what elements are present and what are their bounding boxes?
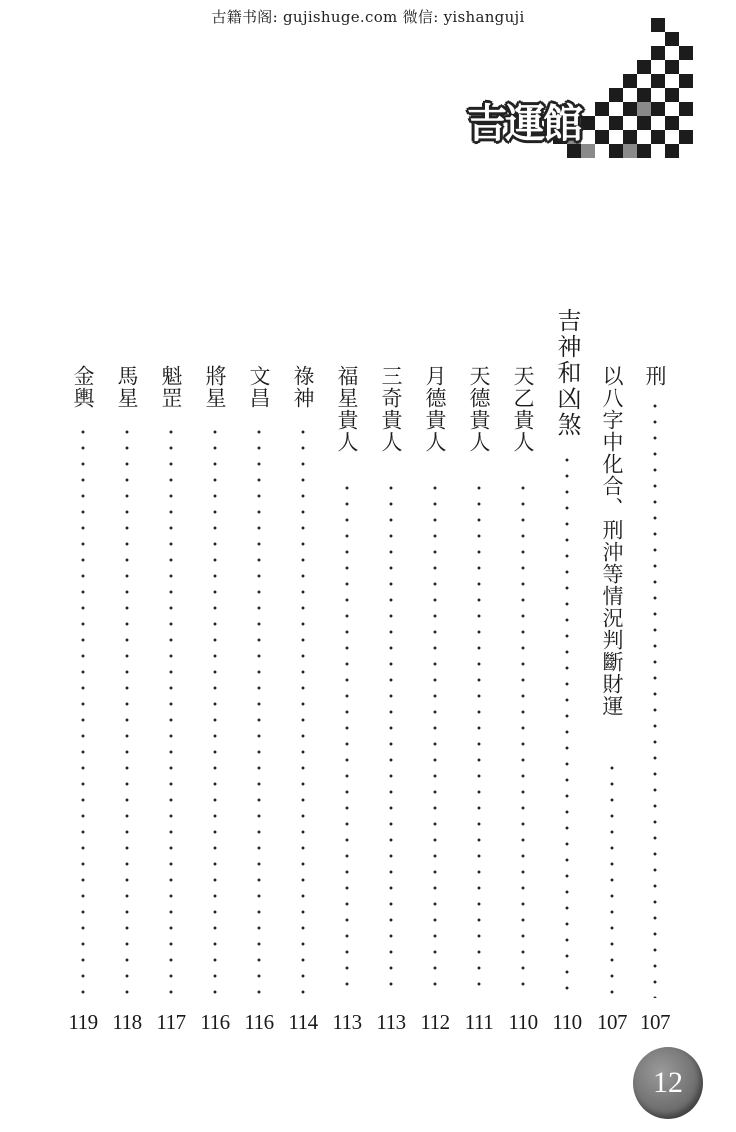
toc-leader-dots (610, 760, 614, 998)
toc-leader-dots (81, 424, 85, 998)
page-number: 12 (653, 1066, 683, 1099)
toc-item-13 (112, 365, 142, 409)
toc-item-title: 刑 (643, 365, 667, 387)
toc-item-10 (244, 365, 274, 409)
toc-item-title: 以八字中化合、刑沖等情況判斷財運 (600, 365, 624, 717)
toc-item-9 (288, 365, 318, 409)
toc-item-2 (597, 365, 627, 717)
toc-item-title: 文昌 (247, 365, 271, 409)
watermark-text: 古籍书阁: gujishuge.com 微信: yishanguji (211, 8, 525, 26)
toc-item-title: 月德貴人 (423, 365, 447, 453)
toc-page-number: 116 (244, 1010, 274, 1034)
toc-page-number: 114 (288, 1010, 318, 1034)
toc-item-7 (376, 365, 406, 453)
toc-leader-dots (257, 424, 261, 998)
toc-item-title: 魁罡 (159, 365, 183, 409)
toc-page-number: 118 (112, 1010, 142, 1034)
toc-item-12 (156, 365, 186, 409)
logo (455, 18, 705, 163)
toc-item-title: 將星 (203, 365, 227, 409)
toc-page-number: 111 (464, 1010, 494, 1034)
toc-item-title: 福星貴人 (335, 365, 359, 453)
toc-page-number: 113 (332, 1010, 362, 1034)
toc-page-number: 113 (376, 1010, 406, 1034)
toc-item-6 (420, 365, 450, 453)
toc-leader-dots (389, 480, 393, 998)
toc-page-number: 117 (156, 1010, 186, 1034)
page-number-badge (633, 1047, 703, 1119)
toc-page-number: 110 (508, 1010, 538, 1034)
toc-leader-dots (565, 452, 569, 998)
logo-title: 吉運館 (467, 100, 581, 147)
toc-leader-dots (433, 480, 437, 998)
toc-item-14 (68, 365, 98, 409)
toc-section-heading (552, 308, 582, 438)
toc-item-title: 祿神 (291, 365, 315, 409)
toc-page-number: 110 (552, 1010, 582, 1034)
toc-leader-dots (521, 480, 525, 998)
toc-item-title: 天德貴人 (467, 365, 491, 453)
toc-page-number: 119 (68, 1010, 98, 1034)
toc-item-11 (200, 365, 230, 409)
toc-page-number: 116 (200, 1010, 230, 1034)
toc-leader-dots (301, 424, 305, 998)
toc-page-number: 112 (420, 1010, 450, 1034)
toc-item-title: 金輿 (71, 365, 95, 409)
toc-leader-dots (213, 424, 217, 998)
toc-item-title: 三奇貴人 (379, 365, 403, 453)
toc-item-1 (640, 365, 670, 387)
toc-leader-dots (169, 424, 173, 998)
toc-item-8 (332, 365, 362, 453)
toc-leader-dots (125, 424, 129, 998)
toc-leader-dots (477, 480, 481, 998)
toc-item-title: 馬星 (115, 365, 139, 409)
toc-item-title: 吉神和凶煞 (553, 308, 581, 438)
toc-page-number: 107 (597, 1010, 627, 1034)
toc-leader-dots (345, 480, 349, 998)
toc-page-number: 107 (640, 1010, 670, 1034)
toc-item-title: 天乙貴人 (511, 365, 535, 453)
toc-leader-dots (653, 398, 657, 998)
toc-item-4 (508, 365, 538, 453)
toc-item-5 (464, 365, 494, 453)
